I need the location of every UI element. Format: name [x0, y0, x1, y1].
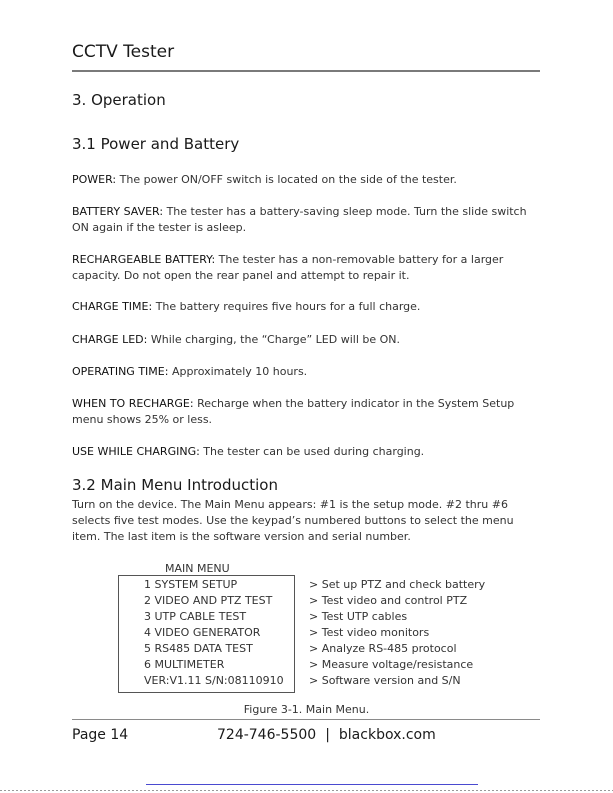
bottom-link-underline: [146, 784, 478, 785]
paragraph-label: RECHARGEABLE BATTERY:: [72, 253, 216, 266]
footer-separator: |: [325, 727, 330, 743]
paragraph-charge-time: [72, 299, 540, 315]
paragraph-main-menu-intro: [72, 497, 540, 545]
main-menu-title: MAIN MENU: [165, 562, 230, 575]
paragraph-battery-saver: [72, 204, 540, 236]
menu-item-description: > Set up PTZ and check battery: [309, 578, 486, 591]
menu-item-description: > Test UTP cables: [309, 610, 408, 623]
paragraph-charge-led: [72, 332, 540, 348]
menu-item-description: > Analyze RS-485 protocol: [309, 642, 457, 655]
menu-item: 3 UTP CABLE TEST: [144, 610, 247, 623]
figure-caption: Figure 3-1. Main Menu.: [243, 703, 370, 716]
menu-item: 5 RS485 DATA TEST: [144, 642, 253, 655]
paragraph-label: CHARGE TIME:: [72, 300, 153, 313]
section-title: 3. Operation: [72, 91, 166, 109]
subsection-title-power-battery: 3.1 Power and Battery: [72, 135, 240, 153]
paragraph-label: WHEN TO RECHARGE:: [72, 397, 194, 410]
footer-phone: 724-746-5500: [217, 727, 317, 743]
paragraph-text: While charging, the “Charge” LED will be ON.: [150, 333, 401, 346]
footer-rule: [72, 719, 540, 720]
menu-item: 6 MULTIMETER: [144, 658, 225, 671]
footer-website: blackbox.com: [338, 727, 436, 743]
document-header-title: CCTV Tester: [72, 42, 175, 62]
paragraph-text: ON again if the tester is asleep.: [72, 221, 247, 234]
paragraph-text: Approximately 10 hours.: [171, 365, 308, 378]
paragraph-label: USE WHILE CHARGING:: [72, 445, 200, 458]
page-number: Page 14: [72, 727, 129, 743]
paragraph-use-while-charging: [72, 444, 540, 460]
paragraph-text: selects five test modes. Use the keypad’s numbered buttons to select the menu: [72, 514, 514, 527]
paragraph-text: The tester has a non-removable battery for a larger: [218, 253, 504, 266]
paragraph-text: item. The last item is the software version and serial number.: [72, 530, 411, 543]
menu-item-description: > Test video and control PTZ: [309, 594, 468, 607]
paragraph-text: Recharge when the battery indicator in the System Setup: [197, 397, 515, 410]
paragraph-power: [72, 172, 540, 188]
paragraph-text: The tester can be used during charging.: [203, 445, 425, 458]
subsection-title-main-menu: 3.2 Main Menu Introduction: [72, 476, 278, 494]
paragraph-label: CHARGE LED:: [72, 333, 148, 346]
footer-contact: [217, 727, 436, 743]
paragraph-text: The battery requires five hours for a full charge.: [155, 300, 421, 313]
menu-item-description: > Measure voltage/resistance: [309, 658, 474, 671]
menu-item: 4 VIDEO GENERATOR: [144, 626, 261, 639]
menu-item-description: > Software version and S/N: [309, 674, 461, 687]
paragraph-text: capacity. Do not open the rear panel and attempt to repair it.: [72, 269, 410, 282]
paragraph-label: BATTERY SAVER:: [72, 205, 164, 218]
menu-item-description: > Test video monitors: [309, 626, 430, 639]
paragraph-text: The power ON/OFF switch is located on the side of the tester.: [119, 173, 457, 186]
menu-item-version: VER:V1.11 S/N:08110910: [144, 674, 284, 687]
paragraph-rechargeable-battery: [72, 252, 540, 284]
paragraph-when-to-recharge: [72, 396, 540, 428]
paragraph-label: OPERATING TIME:: [72, 365, 169, 378]
menu-item: 1 SYSTEM SETUP: [144, 578, 238, 591]
menu-item: 2 VIDEO AND PTZ TEST: [144, 594, 273, 607]
page-edge-dotted-line: [0, 790, 613, 791]
paragraph-operating-time: [72, 364, 540, 380]
header-rule: [72, 70, 540, 72]
paragraph-text: menu shows 25% or less.: [72, 413, 213, 426]
paragraph-text: Turn on the device. The Main Menu appears: #1 is the setup mode. #2 thru #6: [72, 498, 508, 511]
paragraph-text: The tester has a battery-saving sleep mode. Turn the slide switch: [166, 205, 527, 218]
paragraph-label: POWER:: [72, 173, 117, 186]
